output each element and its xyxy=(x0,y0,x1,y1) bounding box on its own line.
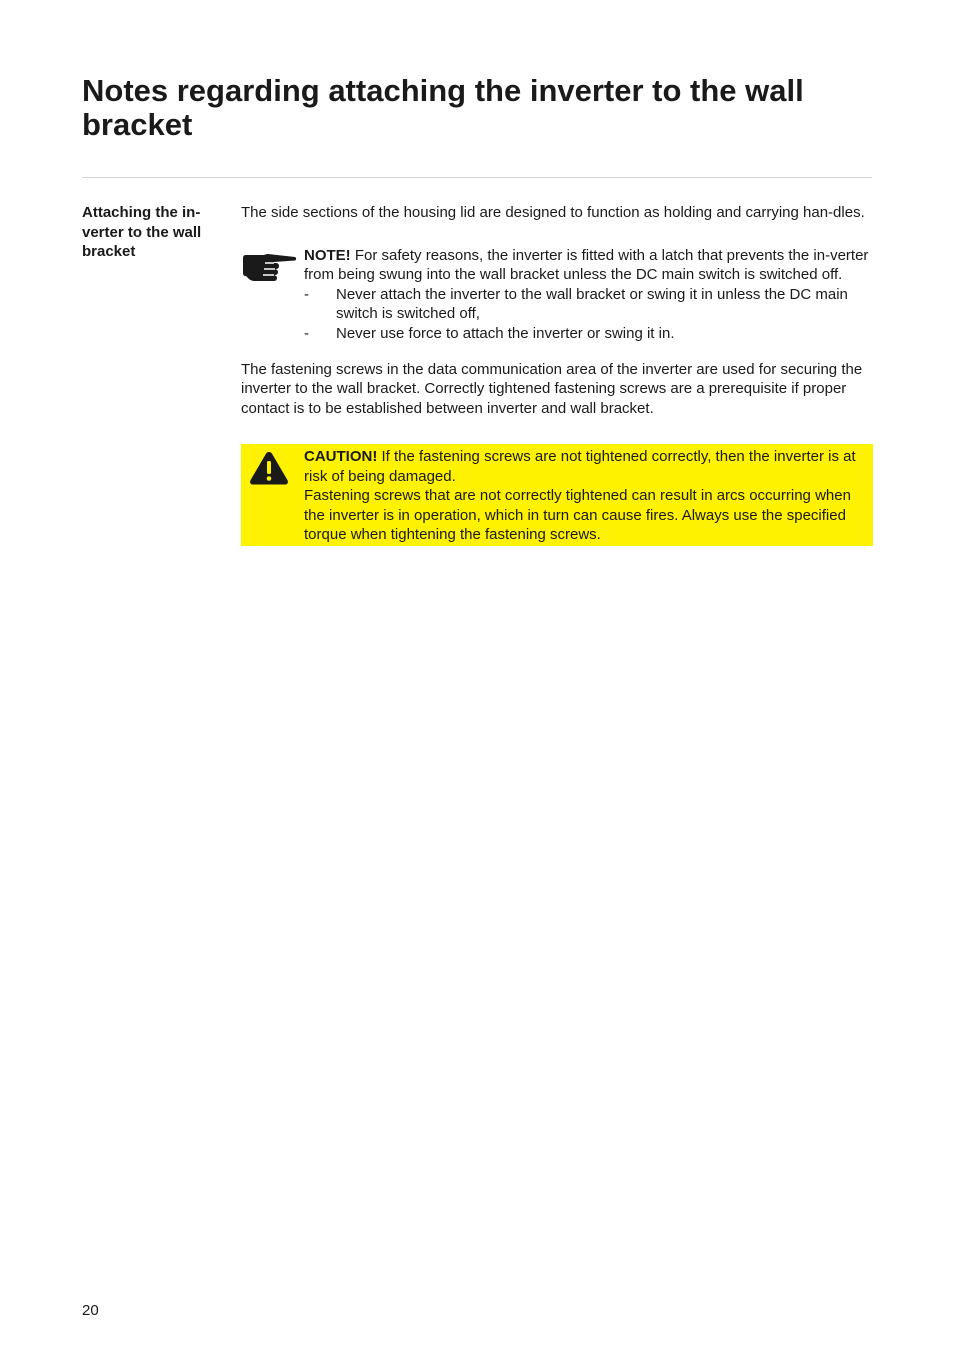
bullet-marker: - xyxy=(304,285,309,303)
note-text: For safety reasons, the inverter is fitted with a latch that prevents the in-verter from being swung into the wall bracket unless the DC main switch is switched off. xyxy=(304,246,869,283)
title-divider xyxy=(82,177,872,178)
page-title: Notes regarding attaching the inverter to the wall bracket xyxy=(82,73,804,142)
note-bullet-list xyxy=(304,285,873,344)
note-label: NOTE! xyxy=(304,246,351,264)
note-block xyxy=(241,246,873,346)
caution-text-2: Fastening screws that are not correctly tightened can result in arcs occurring when the inverter is in operation, which in turn can cause fires. Always use the specified torque when tightening the fastening screws. xyxy=(304,487,851,543)
note-body xyxy=(304,246,873,344)
list-item xyxy=(304,324,873,344)
caution-box xyxy=(241,444,873,546)
bullet-text: Never attach the inverter to the wall bracket or swing it in unless the DC main switch is switched off, xyxy=(336,285,848,322)
list-item xyxy=(304,285,873,324)
pointing-hand-icon xyxy=(241,249,297,285)
warning-triangle-icon xyxy=(249,450,289,486)
caution-paragraph xyxy=(304,447,870,545)
section-heading: Attaching the in- verter to the wall bracket xyxy=(82,204,202,260)
caution-label: CAUTION! xyxy=(304,448,378,465)
note-paragraph xyxy=(304,246,873,285)
caution-text: If the fastening screws are not tightened correctly, then the inverter is at risk of being damaged. xyxy=(304,448,856,485)
intro-paragraph: The side sections of the housing lid are designed to function as holding and carrying han-dles. xyxy=(241,204,865,221)
bullet-marker: - xyxy=(304,324,309,342)
section-content xyxy=(241,203,873,546)
bullet-text: Never use force to attach the inverter or swing it in. xyxy=(336,324,675,342)
screws-paragraph: The fastening screws in the data communication area of the inverter are used for securing the inverter to the wall bracket. Correctly tightened fastening screws are a prerequisite if proper contact is to be established between inverter and wall bracket. xyxy=(241,360,863,417)
page-number: 20 xyxy=(82,1302,99,1319)
